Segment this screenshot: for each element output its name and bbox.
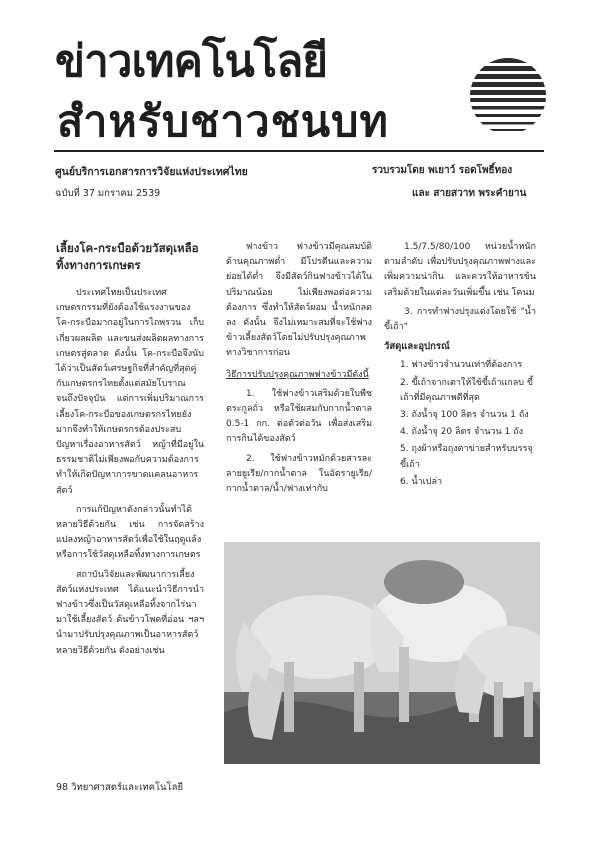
materials-heading: วัสดุและอุปกรณ์ xyxy=(384,341,450,353)
materials-list xyxy=(384,358,536,490)
striped-sun-logo xyxy=(468,56,548,136)
paragraph: สถาบันวิจัยและพัฒนาการเลี้ยงสัตว์แห่งประเทศ ได้แนะนำวิธีการนำฟางข้าวซึ่งเป็นวัสดุเหลือทิ้งจากไร่นามาใช้เลี้ยงสัตว์ ต้นข้าวโพดที่อ่อน ฯลฯ นำมาปรับปรุงคุณภาพเป็นอาหารสัตว์หลายวิธีด้วยกัน ดังอย่างเช่น xyxy=(56,569,204,656)
list-item: 6. น้ำเปล่า xyxy=(400,476,443,487)
paragraph: 3. การทำฟางปรุงแต่งโดยใช้ "น้ำขี้เถ้า" xyxy=(384,306,536,333)
compiled-by-line1: รวบรวมโดย พเยาว์ รอดโพธิ์ทอง xyxy=(372,165,513,176)
list-item: 4. ถังน้ำจุ 20 ลิตร จำนวน 1 ถัง xyxy=(400,427,523,438)
paragraph: 2. ใช้ฟางข้าวหมักด้วยสารละลายยูเรีย/กากน้ำตาล ในอัตรายูเรีย/กากน้ำตาล/น้ำ/ฟางเท่ากับ xyxy=(226,453,372,495)
list-item: 2. ขี้เถ้าจากเตาให้ใช้ขี้เถ้าแกลบ ขี้เถ้าที่มีคุณภาพดีที่สุด xyxy=(400,377,533,403)
cows-photo xyxy=(224,542,540,764)
masthead-subtitle: สำหรับชาวชนบท xyxy=(57,97,389,147)
issue-info: ฉบับที่ 37 มกราคม 2539 xyxy=(55,188,161,199)
article-column-1 xyxy=(56,240,204,663)
article-heading: เลี้ยงโค-กระบือด้วยวัสดุเหลือทิ้งทางการเกษตร xyxy=(56,241,199,272)
section-subheading: วิธีการปรับปรุงคุณภาพฟางข้าวมีดังนี้ xyxy=(226,369,369,380)
article-column-3 xyxy=(384,240,536,492)
list-item: 5. ถุงผ้าหรือถุงตาข่ายสำหรับบรรจุขี้เถ้า xyxy=(400,444,533,470)
paragraph: ประเทศไทยเป็นประเทศเกษตรกรรมที่ยังต้องใช้แรงงานของโค-กระบือมากอยู่ในการไถพรวน เก็บเกี่ยวผลผลิต และขนส่งผลิตผลทางการเกษตรสู่ตลาด ดังนั้น โค-กระบือจึงนับได้ว่าเป็นสัตว์เศรษฐกิจที่สำคัญที่สุดคู่กับเกษตรกรไทยตั้งแต่สมัยโบราณ จนถึงปัจจุบัน แต่การเพิ่มปริมาณการเลี้ยงโค-กระบือของเกษตรกรไทยยังมากจึงทำให้เกษตรกรต้องประสบปัญหาเรื่องอาหารสัตว์ หญ้าที่มีอยู่ในธรรมชาติไม่เพียงพอกับความต้องการ ทำให้เกิดปัญหาการขาดแคลนอาหารสัตว์ xyxy=(56,288,204,496)
organization-name: ศูนย์บริการเอกสารการวิจัยแห่งประเทศไทย xyxy=(55,166,248,178)
paragraph: การแก้ปัญหาดังกล่าวนั้นทำได้หลายวิธีด้วยกัน เช่น การจัดสร้างแปลงหญ้าอาหารสัตว์เพื่อใช้ในฤดูแล้ง หรือการใช้วัสดุเหลือทิ้งทางการเกษตร xyxy=(56,504,204,561)
list-item: 3. ถังน้ำจุ 100 ลิตร จำนวน 1 ถัง xyxy=(400,410,529,421)
paragraph: 1.5/7.5/80/100 หน่วยน้ำหนักตามลำดับ เพื่อปรับปรุงคุณภาพฟางและเพิ่มความน่ากิน และควรให้อาหารข้นเสริมด้วยในแต่ละวันเพิ่มขึ้น เช่น โคนม xyxy=(384,242,536,298)
compiled-by-line2: และ สายสวาท พระคำยาน xyxy=(412,188,527,199)
header-rule xyxy=(54,150,544,152)
paragraph: 1. ใช้ฟางข้าวเสริมด้วยใบพืชตระกูลถั่ว หรือใช้ผสมกับกากน้ำตาล 0.5-1 กก. ต่อตัวต่อวัน เพื่อส่งเสริมการกินได้ของสัตว์ xyxy=(226,388,372,445)
cows-illustration xyxy=(224,542,540,764)
list-item: 1. ฟางข้าวจำนวนเท่าที่ต้องการ xyxy=(400,360,523,371)
paragraph: ฟางข้าว ฟางข้าวมีคุณสมบัติด้านคุณภาพต่ำ มีโปรตีนและความย่อยได้ต่ำ จึงมีสัตว์กินฟางข้าวได้ในปริมาณน้อย ไม่เพียงพอต่อความต้องการ ซึ่งทำให้สัตว์ผอม น้ำหนักลดลง ดังนั้น จึงไม่เหมาะสมที่จะใช้ฟางข้าวเลี้ยงสัตว์โดยไม่ปรับปรุงคุณภาพทางวิชาการก่อน xyxy=(226,242,372,359)
masthead-title: ข่าวเทคโนโลยี xyxy=(55,36,328,87)
article-column-2 xyxy=(226,240,372,501)
page-footer: 98 วิทยาศาสตร์และเทคโนโลยี xyxy=(56,782,184,793)
